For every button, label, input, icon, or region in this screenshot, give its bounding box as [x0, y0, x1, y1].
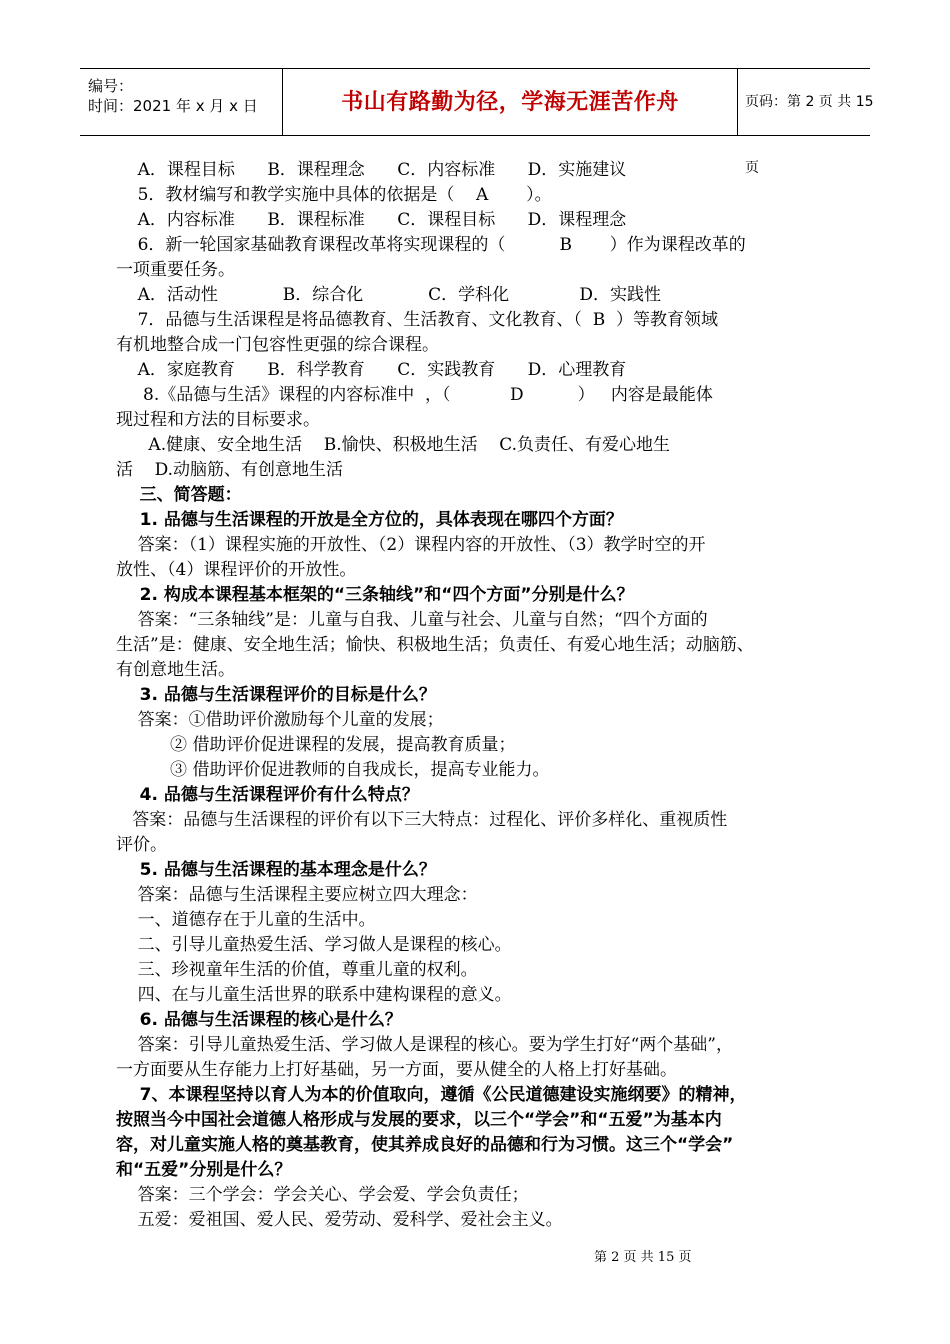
question-heading: 2. 构成本课程基本框架的“三条轴线”和“四个方面”分别是什么？ — [116, 585, 634, 605]
answer-line: 放性、（4）课程评价的开放性。 — [116, 560, 357, 580]
header-page-label: 页码：第 2 页 共 15 页 — [745, 94, 874, 176]
question-heading: 按照当今中国社会道德人格形成与发展的要求，以三个“学会”和“五爱”为基本内 — [116, 1110, 722, 1130]
answer-line: 答案：品德与生活课程主要应树立四大理念： — [116, 885, 478, 905]
question-heading: 1. 品德与生活课程的开放是全方位的，具体表现在哪四个方面？ — [116, 510, 623, 530]
header-motto: 书山有路勤为径，学海无涯苦作舟 — [282, 69, 738, 135]
answer-line: 答案：①借助评价激励每个儿童的发展； — [116, 710, 444, 730]
text-line: 活 D.动脑筋、有创意地生活 — [116, 460, 344, 480]
answer-line: 答案：（1）课程实施的开放性、（2）课程内容的开放性、（3）教学时空的开 — [116, 535, 706, 555]
answer-line: 二、引导儿童热爱生活、学习做人是课程的核心。 — [116, 935, 512, 955]
question-heading: 5. 品德与生活课程的基本理念是什么？ — [116, 860, 436, 880]
question-heading: 4. 品德与生活课程评价有什么特点？ — [116, 785, 419, 805]
text-line: 现过程和方法的目标要求。 — [116, 410, 320, 430]
text-line: A．内容标准 B．课程标准 C．课程目标 D．课程理念 — [116, 210, 627, 230]
date-label: 时间：2021 年 x 月 x 日 — [88, 97, 258, 115]
answer-line: 四、在与儿童生活世界的联系中建构课程的意义。 — [116, 985, 512, 1005]
text-line: 7．品德与生活课程是将品德教育、生活教育、文化教育、（ B ）等教育领域 — [116, 310, 719, 330]
answer-line: ② 借助评价促进课程的发展，提高教育质量； — [116, 735, 516, 755]
header-meta — [80, 69, 282, 135]
text-line: A.健康、安全地生活 B.愉快、积极地生活 C.负责任、有爱心地生 — [116, 435, 671, 455]
question-heading: 容，对儿童实施人格的奠基教育，使其养成良好的品德和行为习惯。这三个“学会” — [116, 1135, 734, 1155]
answer-line: 评价。 — [116, 835, 167, 855]
answer-line: 一、道德存在于儿童的生活中。 — [116, 910, 376, 930]
text-line: 8.《品德与生活》课程的内容标准中 ，（ D ） 内容是最能体 — [116, 385, 713, 405]
question-heading: 6. 品德与生活课程的核心是什么？ — [116, 1010, 402, 1030]
answer-line: 生活”是：健康、安全地生活；愉快、积极地生活；负责任、有爱心地生活；动脑筋、 — [116, 635, 754, 655]
text-line: A．家庭教育 B．科学教育 C．实践教育 D．心理教育 — [116, 360, 627, 380]
answer-line: 一方面要从生存能力上打好基础，另一方面，要从健全的人格上打好基础。 — [116, 1060, 677, 1080]
answer-line: 三、珍视童年生活的价值，尊重儿童的权利。 — [116, 960, 478, 980]
text-line: A．课程目标 B．课程理念 C．内容标准 D．实施建议 — [116, 160, 627, 180]
text-line: 一项重要任务。 — [116, 260, 235, 280]
question-heading: 和“五爱”分别是什么？ — [116, 1160, 292, 1180]
answer-line: 答案：“三条轴线”是：儿童与自我、儿童与社会、儿童与自然；“四个方面的 — [116, 610, 708, 630]
answer-line: 答案：三个学会：学会关心、学会爱、学会负责任； — [116, 1185, 529, 1205]
answer-line: 五爱：爱祖国、爱人民、爱劳动、爱科学、爱社会主义。 — [116, 1210, 563, 1230]
answer-line: 答案：引导儿童热爱生活、学习做人是课程的核心。要为学生打好“两个基础”， — [116, 1035, 733, 1055]
question-heading: 7、本课程坚持以育人为本的价值取向，遵循《公民道德建设实施纲要》的精神， — [116, 1085, 747, 1105]
text-line: 5．教材编写和教学实施中具体的依据是（ A ）。 — [116, 185, 552, 205]
code-label: 编号： — [88, 77, 134, 95]
question-heading: 3. 品德与生活课程评价的目标是什么？ — [116, 685, 436, 705]
page-footer: 第 2 页 共 15 页 — [594, 1250, 692, 1265]
text-line: 有机地整合成一门包容性更强的综合课程。 — [116, 335, 439, 355]
text-line: 6．新一轮国家基础教育课程改革将实现课程的（ B ）作为课程改革的 — [116, 235, 746, 255]
section-heading: 三、简答题： — [116, 485, 242, 505]
text-line: A．活动性 B．综合化 C．学科化 D．实践性 — [116, 285, 661, 305]
answer-line: 答案：品德与生活课程的评价有以下三大特点：过程化、评价多样化、重视质性 — [116, 810, 728, 830]
answer-line: ③ 借助评价促进教师的自我成长，提高专业能力。 — [116, 760, 550, 780]
answer-line: 有创意地生活。 — [116, 660, 235, 680]
